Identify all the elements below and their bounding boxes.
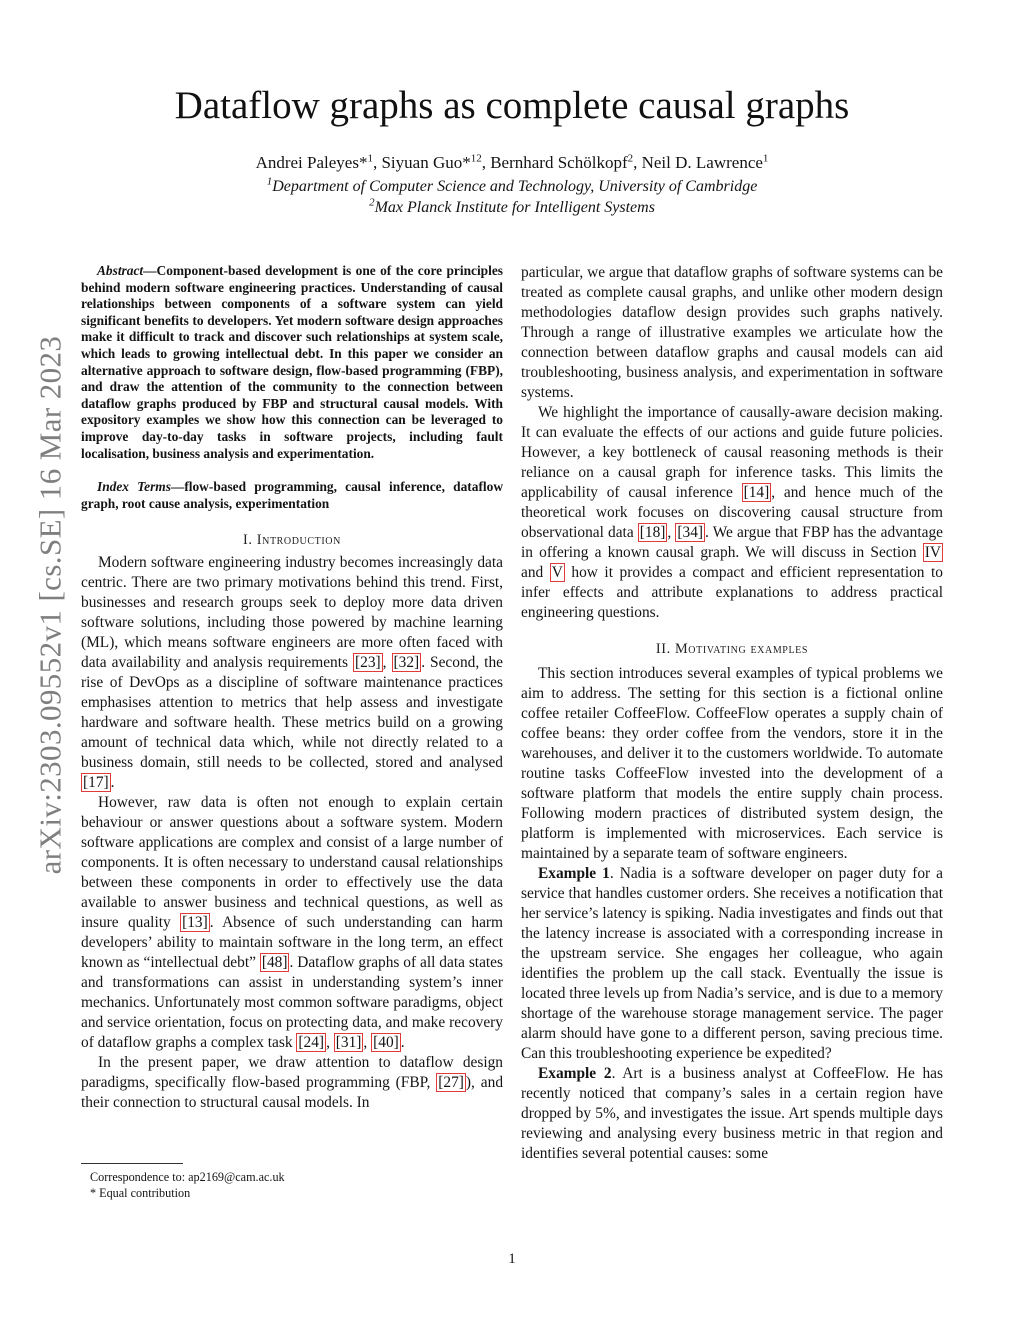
- example-1-label: Example 1: [538, 865, 610, 882]
- paragraph-text: . We argue that FBP has the advantage in offering a known causal graph. We will discuss in Section: [521, 524, 943, 561]
- author-4-affil: 1: [762, 152, 769, 165]
- author-2: Siyuan Guo*: [381, 153, 471, 172]
- right-paragraph-2: [521, 403, 943, 623]
- author-separator: ,: [633, 153, 642, 172]
- citation-link[interactable]: [18]: [639, 524, 666, 541]
- arxiv-sidebar: [30, 265, 70, 945]
- paragraph-text: . Second, the rise of DevOps as a discipline of software maintenance practices emphasises attention to metrics that help assess and investigate hardware and software health. These metrics build on a growing amount of technical data which, while not directly related to a business domain, still needs to be collected, stored and analysed: [81, 654, 503, 772]
- paragraph-text: . Dataflow graphs of all data states and transformations can assist in understanding system’s inner mechanics. Unfortunately most common software paradigms, object and service orientation, focus on protecting data, and make recovery of dataflow graphs a complex task: [81, 954, 504, 1052]
- author-3: Bernhard Schölkopf: [490, 153, 628, 172]
- index-terms-label: Index Terms: [97, 479, 171, 495]
- abstract: [81, 263, 503, 462]
- paper-title: Dataflow graphs as complete causal graphs: [174, 84, 850, 127]
- paragraph-text: how it provides a compact and efficient representation to infer effects and attribute explanations to address practical engineering questions.: [521, 564, 943, 621]
- intro-paragraph-1: [81, 553, 503, 793]
- citation-link[interactable]: [13]: [182, 914, 208, 932]
- author-1-affil: 1: [367, 152, 373, 165]
- abstract-label: Abstract: [97, 263, 144, 278]
- left-column: [81, 263, 503, 1113]
- author-list: [0, 152, 1024, 174]
- right-paragraph-1: particular, we argue that dataflow graphs of software systems can be treated as complete causal graphs, and unlike other modern design methodologies dataflow design provides such graphs natively. Through a range of illustrative examples we articulate how the connection between dataflow graphs and causal models can aid troubleshooting, business analysis, and experimentation in software systems.: [521, 264, 943, 401]
- footnote-equal-contribution: * Equal contribution: [90, 1186, 191, 1200]
- affiliation-1: [0, 177, 1024, 197]
- citation-link[interactable]: [31]: [335, 1034, 362, 1052]
- paragraph-text: ,: [363, 1034, 372, 1052]
- footnote-divider: [81, 1163, 183, 1164]
- paragraph-text: .: [400, 1034, 405, 1052]
- paragraph-text: and: [521, 564, 550, 581]
- abstract-text: Component-based development is one of the core principles behind modern software engineering practices. Understanding of causal relationships between components of a software system can yield significant benefits to developers. Yet modern software design approaches make it difficult to track and discover such relationships at system scale, which leads to growing intellectual debt. In this paper we consider an alternative approach to software design, flow-based programming (FBP), and draw the attention of the community to the connection between dataflow graphs produced by FBP and structural causal models. With expository examples we show how this connection can be leveraged to improve day-to-day tasks in software projects, including fault localisation, business analysis and experimentation.: [81, 263, 503, 461]
- section-heading-introduction: I. Introduction: [243, 532, 341, 549]
- author-separator: ,: [372, 153, 382, 172]
- paragraph-text: We highlight the importance of causally-aware decision making. It can evaluate the effects of our actions and guide future policies. However, a key bottleneck of causal reasoning methods is their reliance on a causal graph for inference tasks. This limits the applicability of causal inference: [521, 404, 943, 501]
- author-separator: ,: [481, 153, 491, 172]
- affiliation-2-text: Max Planck Institute for Intelligent Systems: [374, 199, 655, 216]
- paragraph-text: ,: [326, 1034, 334, 1052]
- intro-paragraph-2: [81, 793, 503, 1053]
- section-ref-link[interactable]: V: [551, 564, 563, 581]
- example-1-paragraph: [521, 864, 943, 1064]
- paragraph-text: ), and their connection to structural causal models. In: [81, 1074, 504, 1112]
- section-heading-motivating-examples: II. Motivating examples: [655, 641, 809, 657]
- author-4: Neil D. Lawrence: [641, 153, 763, 172]
- section-ref-link[interactable]: IV: [924, 544, 941, 561]
- example-1-text: . Nadia is a software developer on pager duty for a service that handles customer orders. She receives a notification that her service’s latency is spiking. Nadia investigates and finds out that the latency increase is associated with a corresponding increase in the upstream service. She engages her colleague, who again identifies the problem up the call stack. Eventually the issue is located three levels up from Nadia’s service, and is due to a memory shortage of the warehouse storage management service. The pager alarm should have gone to a different person, saving precious time. Can this troubleshooting experience be expedited?: [521, 865, 944, 1062]
- affiliation-2: [0, 198, 1024, 218]
- paragraph-text: .: [110, 774, 115, 792]
- arxiv-identifier: arXiv:2303.09552v1 [cs.SE] 16 Mar 2023: [32, 335, 68, 875]
- affiliation-1-text: Department of Computer Science and Technology, University of Cambridge: [272, 178, 758, 195]
- paragraph-text: However, raw data is often not enough to explain certain behaviour or answer questions about a software system. Modern software applications are complex and consist of a large number of components. It is often necessary to understand causal relationships between these components in order to effectively use the data available to answer business and technical questions, as well as insure quality: [81, 794, 503, 932]
- index-terms: [81, 479, 503, 512]
- citation-link[interactable]: [27]: [438, 1074, 464, 1092]
- paragraph-text: . Absence of such understanding can harm developers’ ability to maintain software in the long term, an effect known as “intellectual debt”: [81, 914, 503, 972]
- example-2-label: Example 2: [538, 1065, 612, 1082]
- affiliation-2-number: 2: [369, 196, 375, 209]
- footnotes: [81, 1169, 503, 1201]
- abstract-dash: —: [143, 263, 157, 278]
- paragraph-text: ,: [667, 524, 676, 541]
- citation-link[interactable]: [17]: [83, 774, 109, 792]
- paragraph-text: In the present paper, we draw attention to dataflow design paradigms, specifically flow-based programming (FBP,: [81, 1054, 503, 1092]
- paragraph-text: Modern software engineering industry becomes increasingly data centric. There are two primary motivations behind this trend. First, businesses and research groups seek to deploy more data driven software solutions, including those powered by machine learning (ML), which means software engineers are more often faced with data availability and analysis requirements: [81, 554, 503, 672]
- footnote-correspondence: Correspondence to: ap2169@cam.ac.uk: [90, 1170, 285, 1184]
- paragraph-text: ,: [382, 654, 392, 672]
- intro-paragraph-3: [81, 1053, 503, 1113]
- citation-link[interactable]: [14]: [743, 484, 770, 501]
- author-2-affil: 12: [470, 152, 482, 165]
- citation-link[interactable]: [48]: [261, 954, 288, 972]
- author-3-affil: 2: [627, 152, 634, 165]
- citation-link[interactable]: [32]: [393, 654, 420, 672]
- affiliation-1-number: 1: [266, 175, 273, 188]
- example-2-paragraph: [521, 1064, 943, 1164]
- right-column: [521, 263, 943, 1164]
- citation-link[interactable]: [24]: [298, 1034, 325, 1052]
- right-paragraph-3: This section introduces several examples of typical problems we aim to address. The setting for this section is a fictional online coffee retailer CoffeeFlow. CoffeeFlow operates a supply chain of coffee beans: they order coffee from the vendors, store it in the warehouses, and deliver it to the customers worldwide. To automate routine tasks CoffeeFlow invested into the development of a software platform that models the entire supply chain process. Following modern practices of distributed system design, the platform is implemented with microservices. Each service is maintained by a separate team of software engineers.: [521, 665, 943, 862]
- paragraph-text: , and hence much of the theoretical work focuses on discovering causal structure from observational data: [521, 484, 943, 541]
- index-terms-text: flow-based programming, causal inference, dataflow graph, root cause analysis, experimentation: [81, 479, 503, 511]
- example-2-text: . Art is a business analyst at CoffeeFlow. He has recently noticed that company’s sales in a certain region have dropped by 5%, and investigates the issue. Art spends multiple days reviewing and analysing every business metric in that region and identifies several potential causes: some: [521, 1065, 944, 1162]
- citation-link[interactable]: [34]: [677, 524, 704, 541]
- page-number: 1: [508, 1251, 516, 1267]
- index-terms-dash: —: [170, 479, 185, 495]
- citation-link[interactable]: [23]: [355, 654, 381, 672]
- citation-link[interactable]: [40]: [373, 1034, 399, 1052]
- author-1: Andrei Paleyes*: [255, 153, 368, 172]
